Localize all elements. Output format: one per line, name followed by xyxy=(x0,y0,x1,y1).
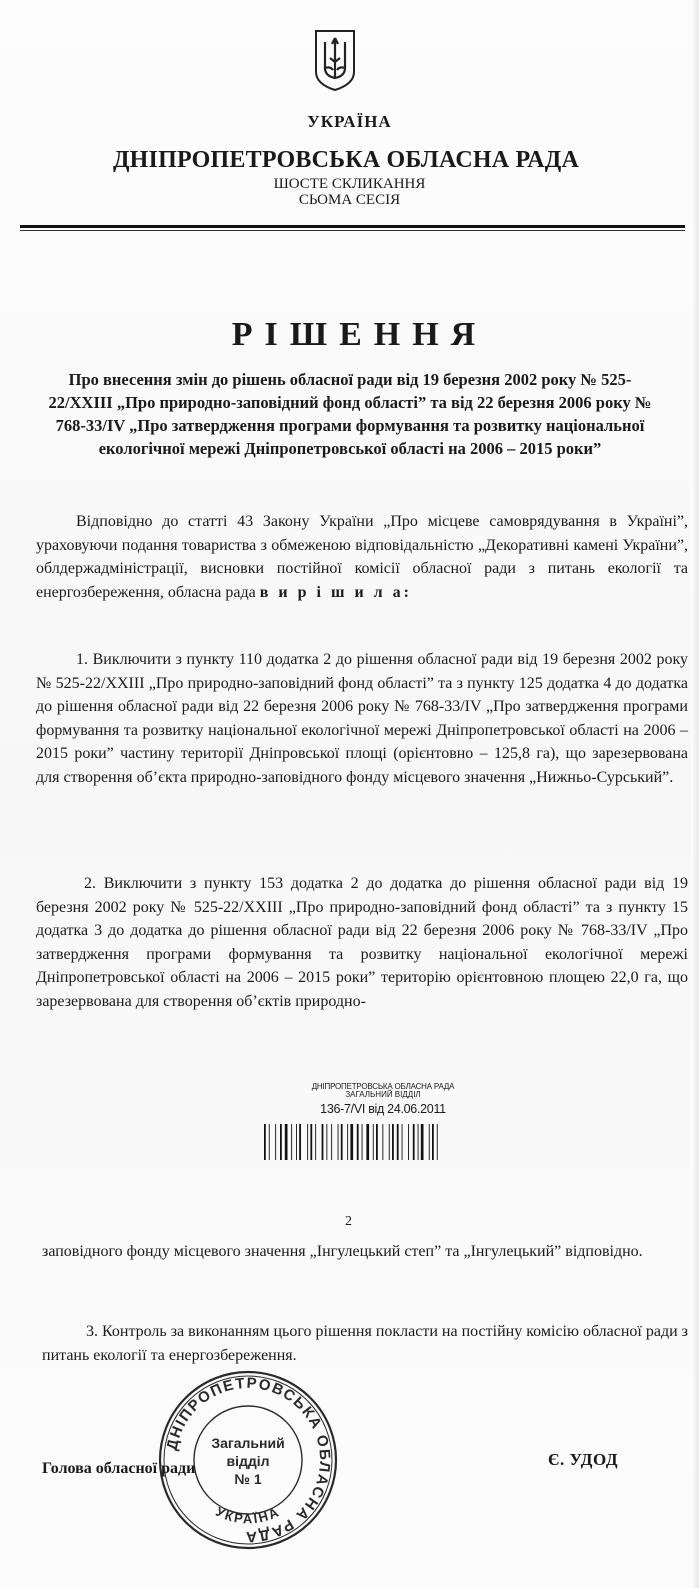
country-name: УКРАЇНА xyxy=(307,112,392,131)
signatory-position: Голова обласної ради xyxy=(42,1460,196,1477)
document-title: РІШЕННЯ xyxy=(231,316,488,353)
barcode-bar xyxy=(432,1124,434,1160)
registration-number: 136-7/VI від 24.06.2011 xyxy=(320,1102,446,1116)
barcode-bar xyxy=(347,1124,348,1160)
official-seal xyxy=(156,1368,340,1552)
trident-emblem-icon xyxy=(313,28,357,92)
barcode-bar xyxy=(376,1124,378,1160)
barcode-bar xyxy=(275,1124,276,1160)
barcode xyxy=(262,1124,498,1160)
barcode-bar xyxy=(421,1124,424,1160)
barcode-bar xyxy=(437,1124,438,1160)
barcode-bar xyxy=(264,1124,266,1160)
decision-heading: Про внесення змін до рішень обласної ради від 19 березня 2002 року № 525-22/XXIII „Про природно-заповідний фонд області” та від 22 березня 2006 року № 768-33/IV „Про затвердження програми формування та розвитку національної екологічної мережі Дніпропетровської області на 2006 – 2015 роки” xyxy=(48,370,652,458)
page-number: 2 xyxy=(345,1214,352,1229)
barcode-bar xyxy=(402,1124,403,1160)
barcode-bar xyxy=(269,1124,270,1160)
barcode-bar xyxy=(326,1124,327,1160)
barcode-bar xyxy=(362,1124,363,1160)
registration-dept: ЗАГАЛЬНИЙ ВІДДІЛ xyxy=(345,1090,421,1099)
barcode-bar xyxy=(350,1124,353,1160)
barcode-bar xyxy=(341,1124,343,1160)
registration-stamp xyxy=(268,1082,498,1116)
barcode-bar xyxy=(299,1124,301,1160)
barcode-bar xyxy=(382,1124,383,1160)
seal-center-line-3: № 1 xyxy=(234,1471,262,1487)
barcode-bar xyxy=(408,1124,409,1160)
barcode-bar xyxy=(389,1124,390,1160)
preamble-text: Відповідно до статті 43 Закону України „Про місцеве самоврядування в Україні”, ураховуючи подання товариства з обмеженою відповідальністю „Декоративні камені України”, облдержадміністрації, висновки постійної комісії обласної ради з питань екології та енергозбереження, обласна рада xyxy=(36,513,688,601)
svg-text:УКРАЇНА xyxy=(213,1504,282,1527)
barcode-bar xyxy=(322,1124,324,1160)
seal-ring-text: ДНІПРОПЕТРОВСЬКА ОБЛАСНА РАДА xyxy=(163,1374,334,1546)
convocation: ШОСТЕ СКЛИКАННЯ xyxy=(273,176,426,192)
registration-org: ДНІПРОПЕТРОВСЬКА ОБЛАСНА РАДА xyxy=(311,1082,455,1091)
council-name: ДНІПРОПЕТРОВСЬКА ОБЛАСНА РАДА xyxy=(112,147,580,173)
barcode-bar xyxy=(315,1124,316,1160)
barcode-bar xyxy=(429,1124,430,1160)
seal-center-line-2: відділ xyxy=(226,1453,270,1469)
point-2-continued: заповідного фонду місцевого значення „Інгулецький степ” та „Інгулецький” відповідно. xyxy=(42,1243,643,1260)
barcode-bar xyxy=(280,1124,282,1160)
seal-center-line-1: Загальний xyxy=(211,1435,285,1451)
barcode-bar xyxy=(296,1124,297,1160)
barcode-bar xyxy=(310,1124,312,1160)
barcode-bar xyxy=(397,1124,399,1160)
resolved-word: в и р і ш и л а: xyxy=(259,583,412,601)
barcode-bar xyxy=(392,1124,394,1160)
signatory-name: Є. УДОД xyxy=(548,1450,619,1469)
header-divider-thin xyxy=(20,230,685,231)
paper-edge xyxy=(691,0,699,1588)
barcode-bar xyxy=(331,1124,332,1160)
barcode-bar xyxy=(373,1124,374,1160)
barcode-bar xyxy=(338,1124,339,1160)
session: СЬОМА СЕСІЯ xyxy=(298,192,401,208)
header-divider xyxy=(20,225,685,228)
barcode-bar xyxy=(413,1124,415,1160)
seal-bottom-text: УКРАЇНА xyxy=(213,1503,283,1527)
point-3: 3. Контроль за виконанням цього рішення покласти на постійну комісію обласної ради з питань екології та енергозбереження. xyxy=(42,1323,688,1364)
barcode-bar xyxy=(307,1124,308,1160)
barcode-bar xyxy=(366,1124,369,1160)
point-1: 1. Виключити з пункту 110 додатка 2 до рішення обласної ради від 19 березня 2002 року № 525-22/XXIII „Про природно-заповідний фонд області” та з пункту 125 додатка 4 до додатка до рішення обласної ради від 22 березня 2006 року № 768-33/IV „Про затвердження програми формування та розвитку національної екологічної мережі Дніпропетровської області на 2006 – 2015 роки” частину території Дніпровської площі (орієнтовно – 125,8 га), що зарезервована для створення об’єкта природно-заповідного фонду місцевого значення „Нижньо-Сурський”. xyxy=(36,651,688,786)
barcode-bar xyxy=(357,1124,359,1160)
preamble xyxy=(36,510,688,604)
barcode-bar xyxy=(418,1124,419,1160)
point-2: 2. Виключити з пункту 153 додатка 2 до додатка до рішення обласної ради від 19 березня 2002 року № 525-22/XXIII „Про природно-заповідний фонд області” та з пункту 15 додатка 3 до додатка до рішення обласної ради від 22 березня 2006 року № 768-33/IV „Про затвердження програми формування та розвитку національної екологічної мережі Дніпропетровської області на 2006 – 2015 роки” територію орієнтовною площею 22,0 га, що зарезервована для створення об’єктів природно- xyxy=(36,875,688,1010)
barcode-bar xyxy=(291,1124,292,1160)
barcode-bar xyxy=(285,1124,288,1160)
